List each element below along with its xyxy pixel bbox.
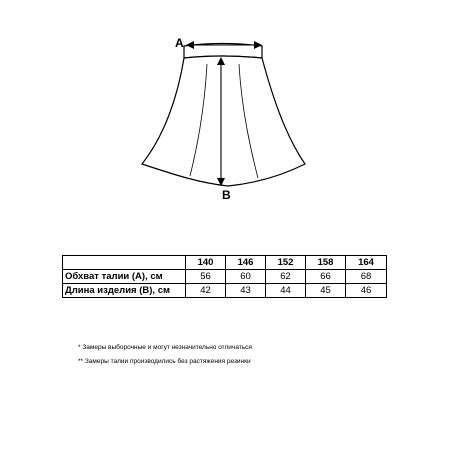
size-header-cell: 164	[346, 256, 387, 270]
size-header-cell: 140	[186, 256, 226, 270]
size-header-cell: 146	[226, 256, 266, 270]
table-cell: 62	[266, 270, 306, 284]
skirt-diagram	[0, 0, 450, 220]
table-row	[63, 270, 387, 284]
table-cell: 46	[346, 284, 387, 298]
footnote-1: * Замеры выборочные и могут незначительно отличаться	[78, 344, 252, 351]
table-row	[63, 284, 387, 298]
table-header-cell	[63, 256, 186, 270]
label-a: A	[175, 36, 184, 50]
table-cell: 66	[306, 270, 346, 284]
skirt-body	[142, 56, 305, 186]
row-label-length: Длина изделия (В), см	[63, 284, 186, 298]
table-cell: 45	[306, 284, 346, 298]
table-cell: 60	[226, 270, 266, 284]
table-header-row	[63, 256, 387, 270]
row-label-waist: Обхват талии (А), см	[63, 270, 186, 284]
size-header-cell: 158	[306, 256, 346, 270]
table-cell: 56	[186, 270, 226, 284]
footnotes	[78, 341, 252, 369]
size-table	[62, 255, 387, 298]
skirt-drawing	[0, 0, 450, 220]
table-cell: 44	[266, 284, 306, 298]
table-cell: 42	[186, 284, 226, 298]
footnote-2: ** Замеры талии производились без растяжения резинки	[78, 358, 251, 365]
label-b: B	[222, 188, 231, 202]
size-header-cell: 152	[266, 256, 306, 270]
table-cell: 43	[226, 284, 266, 298]
table-cell: 68	[346, 270, 387, 284]
